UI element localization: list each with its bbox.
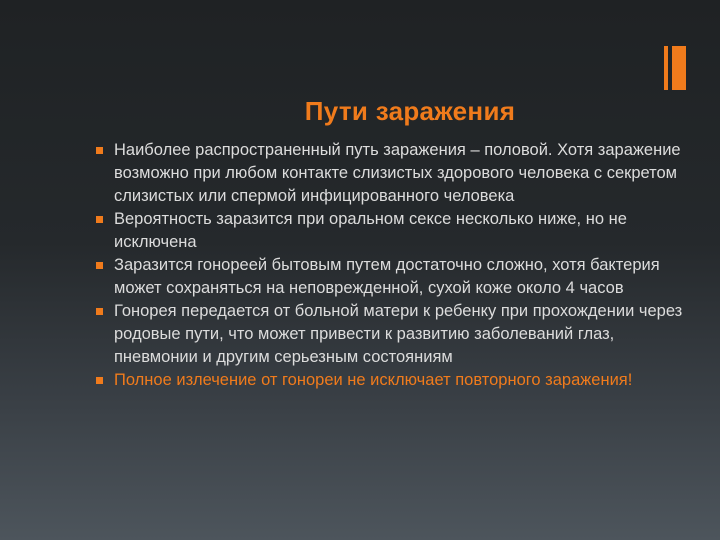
bullet-item <box>94 254 694 300</box>
bullet-item <box>94 369 694 392</box>
bullet-text: Полное излечение от гонореи не исключает повторного заражения! <box>114 371 633 389</box>
square-bullet-icon <box>96 377 103 384</box>
accent-bar-thin <box>664 46 668 90</box>
square-bullet-icon <box>96 308 103 315</box>
bullet-text: Гонорея передается от больной матери к ребенку при прохождении через родовые пути, что может привести к развитию заболеваний глаз, пневмонии и другим серьезным состояниям <box>114 302 683 366</box>
square-bullet-icon <box>96 262 103 269</box>
bullet-item <box>94 139 694 208</box>
bullet-list <box>94 139 694 392</box>
bullet-text: Наиболее распространенный путь заражения – половой. Хотя заражение возможно при любом контакте слизистых здорового человека с секретом слизистых или спермой инфицированного человека <box>114 141 681 205</box>
bullet-text: Заразится гонореей бытовым путем достаточно сложно, хотя бактерия может сохраняться на неповрежденной, сухой коже около 4 часов <box>114 256 660 297</box>
square-bullet-icon <box>96 216 103 223</box>
bullet-item <box>94 208 694 254</box>
slide-title: Пути заражения <box>304 96 516 126</box>
bullet-text: Вероятность заразится при оральном сексе несколько ниже, но не исключена <box>114 210 627 251</box>
accent-bar-thick <box>672 46 686 90</box>
bullet-item <box>94 300 694 369</box>
square-bullet-icon <box>96 147 103 154</box>
